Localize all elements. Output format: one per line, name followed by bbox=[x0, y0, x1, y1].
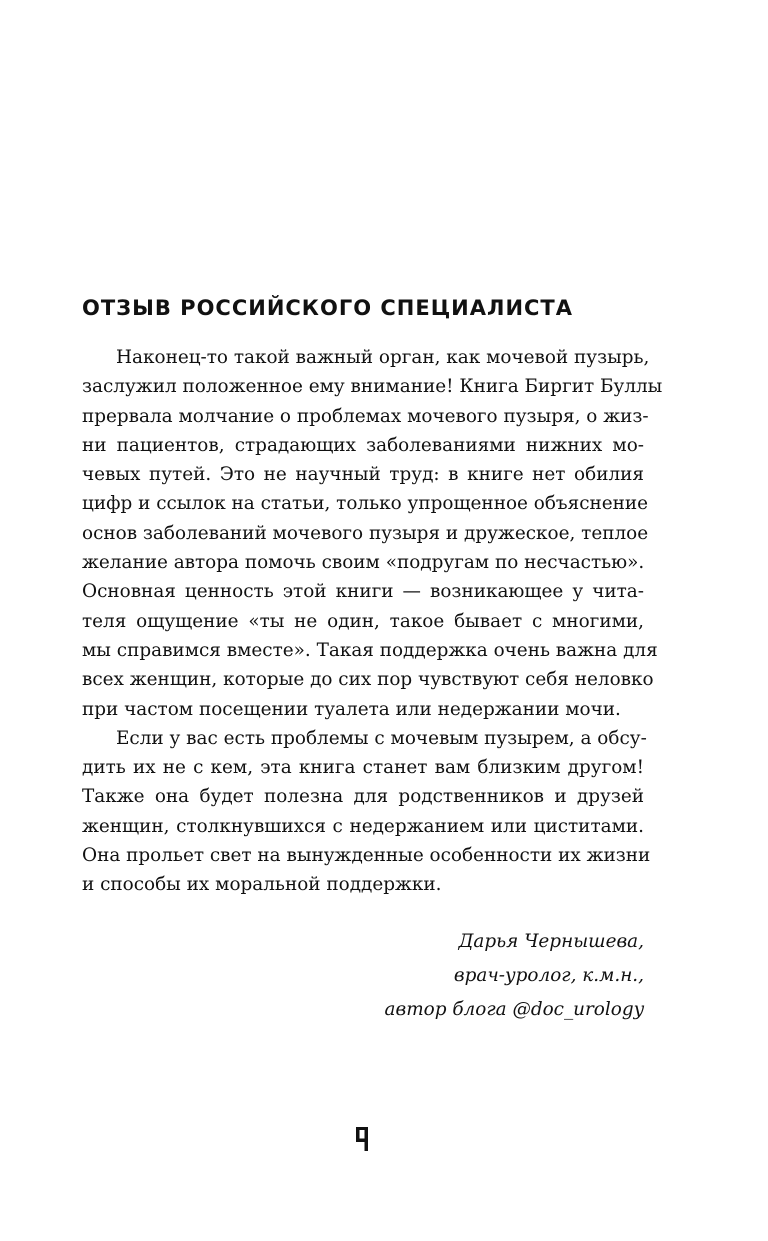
page-number-glyph bbox=[352, 1126, 376, 1154]
text-line: всех женщин, которые до сих пор чувствуют себя неловко bbox=[82, 669, 654, 691]
text-line: заслужил положенное ему внимание! Книга Биргит Буллы bbox=[82, 376, 663, 398]
text-line: теля ощущение «ты не один, такое бывает с многими, bbox=[82, 610, 644, 632]
text-line: желание автора помочь своим «подругам по несчастью». bbox=[82, 552, 645, 574]
text-line: дить их не с кем, эта книга станет вам близким другом! bbox=[82, 757, 644, 779]
text-line: основ заболеваний мочевого пузыря и дружеское, теплое bbox=[82, 522, 649, 544]
text-line: Наконец-то такой важный орган, как мочевой пузырь, bbox=[116, 347, 650, 368]
paragraph-1 bbox=[82, 343, 663, 724]
text-line: женщин, столкнувшихся с недержанием или циститами. bbox=[82, 815, 644, 837]
text-line: цифр и ссылок на статьи, только упрощенное объяснение bbox=[82, 493, 649, 515]
author-signature bbox=[82, 925, 644, 1027]
text-line: Она прольет свет на вынужденные особенности их жизни bbox=[82, 845, 651, 867]
author-blog: автор блога @doc_urology bbox=[384, 999, 644, 1020]
section-heading: ОТЗЫВ РОССИЙСКОГО СПЕЦИАЛИСТА bbox=[82, 296, 574, 320]
page-number bbox=[352, 1126, 376, 1154]
review-body bbox=[82, 343, 663, 900]
text-line: Если у вас есть проблемы с мочевым пузырем, а обсу- bbox=[116, 727, 647, 749]
text-line: ни пациентов, страдающих заболеваниями нижних мо- bbox=[82, 434, 644, 456]
text-line: чевых путей. Это не научный труд: в книге нет обилия bbox=[82, 464, 644, 486]
text-line: Также она будет полезна для родственников и друзей bbox=[82, 786, 644, 808]
text-line: прервала молчание о проблемах мочевого пузыря, о жиз- bbox=[82, 405, 649, 427]
text-line: мы справимся вместе». Такая поддержка очень важна для bbox=[82, 639, 658, 661]
text-line: Основная ценность этой книги — возникающее у чита- bbox=[82, 581, 644, 603]
text-line: при частом посещении туалета или недержании мочи. bbox=[82, 698, 621, 720]
author-name: Дарья Чернышева, bbox=[458, 931, 644, 952]
text-line: и способы их моральной поддержки. bbox=[82, 874, 442, 896]
paragraph-2 bbox=[82, 724, 651, 900]
author-title: врач-уролог, к.м.н., bbox=[453, 965, 644, 986]
